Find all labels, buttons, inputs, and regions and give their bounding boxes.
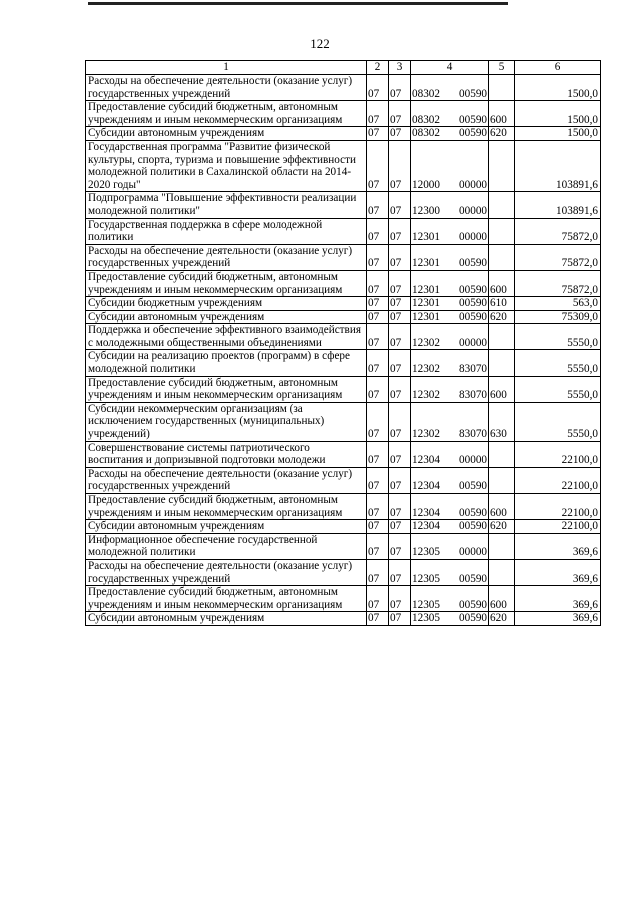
row-amount: 22100,0: [515, 441, 601, 467]
table-row: [86, 101, 601, 127]
row-amount: 75872,0: [515, 244, 601, 270]
row-description: Субсидии бюджетным учреждениям: [86, 297, 367, 311]
table-row: [86, 324, 601, 350]
target-article-direction: 00000: [459, 546, 487, 559]
row-description: Субсидии некоммерческим организациям (за исключением государственных (муниципальных) учреждений): [86, 402, 367, 441]
row-target-article-code: [411, 310, 489, 324]
target-article-direction: 83070: [459, 363, 487, 376]
row-expense-type-code: 600: [489, 270, 515, 296]
row-amount: 369,6: [515, 533, 601, 559]
row-target-article-code: [411, 376, 489, 402]
target-article-program: 08302: [412, 87, 440, 100]
row-expense-type-code: [489, 533, 515, 559]
row-target-article-code: [411, 494, 489, 520]
row-description: Предоставление субсидий бюджетным, автономным учреждениям и иным некоммерческим организациям: [86, 586, 367, 612]
row-expense-type-code: 630: [489, 402, 515, 441]
target-article-parts: [412, 546, 487, 559]
row-subsection-code: 07: [389, 140, 411, 191]
row-section-code: 07: [367, 192, 389, 218]
row-amount: 5550,0: [515, 324, 601, 350]
row-subsection-code: 07: [389, 586, 411, 612]
row-description: Субсидии автономным учреждениям: [86, 310, 367, 324]
row-amount: 369,6: [515, 612, 601, 626]
header-col-2: 2: [367, 61, 389, 75]
row-subsection-code: 07: [389, 244, 411, 270]
table-row: [86, 402, 601, 441]
row-amount: 103891,6: [515, 140, 601, 191]
target-article-parts: [412, 599, 487, 612]
target-article-direction: 83070: [459, 428, 487, 441]
target-article-direction: 00590: [459, 310, 487, 323]
target-article-parts: [412, 114, 487, 127]
table-row: [86, 218, 601, 244]
target-article-parts: [412, 231, 487, 244]
row-target-article-code: [411, 270, 489, 296]
header-row: [86, 61, 601, 75]
row-expense-type-code: 600: [489, 101, 515, 127]
target-article-parts: [412, 257, 487, 270]
row-amount: 75872,0: [515, 270, 601, 296]
table-row: [86, 350, 601, 376]
target-article-direction: 00590: [459, 257, 487, 270]
target-article-program: 12301: [412, 297, 440, 310]
row-amount: 103891,6: [515, 192, 601, 218]
target-article-direction: 00000: [459, 204, 487, 217]
target-article-parts: [412, 428, 487, 441]
row-section-code: 07: [367, 297, 389, 311]
table-header: [86, 61, 601, 75]
row-description: Совершенствование системы патриотического воспитания и допризывной подготовки молодежи: [86, 441, 367, 467]
row-amount: 22100,0: [515, 520, 601, 534]
target-article-program: 12304: [412, 520, 440, 533]
row-amount: 369,6: [515, 586, 601, 612]
target-article-direction: 00000: [459, 454, 487, 467]
row-section-code: 07: [367, 324, 389, 350]
target-article-direction: 00000: [459, 336, 487, 349]
row-expense-type-code: [489, 192, 515, 218]
budget-table: [85, 60, 601, 626]
target-article-parts: [412, 612, 487, 625]
header-col-3: 3: [389, 61, 411, 75]
row-subsection-code: 07: [389, 350, 411, 376]
target-article-program: 12305: [412, 612, 440, 625]
row-expense-type-code: [489, 467, 515, 493]
row-description: Расходы на обеспечение деятельности (оказание услуг) государственных учреждений: [86, 75, 367, 101]
row-section-code: 07: [367, 520, 389, 534]
row-section-code: 07: [367, 270, 389, 296]
target-article-parts: [412, 311, 487, 324]
row-subsection-code: 07: [389, 218, 411, 244]
target-article-program: 08302: [412, 127, 440, 140]
top-scan-rule: [88, 2, 508, 5]
row-target-article-code: [411, 402, 489, 441]
row-expense-type-code: [489, 324, 515, 350]
target-article-program: 12302: [412, 336, 440, 349]
target-article-parts: [412, 284, 487, 297]
table-row: [86, 467, 601, 493]
target-article-parts: [412, 337, 487, 350]
header-col-6: 6: [515, 61, 601, 75]
row-description: Расходы на обеспечение деятельности (оказание услуг) государственных учреждений: [86, 467, 367, 493]
target-article-direction: 00590: [459, 297, 487, 310]
row-description: Информационное обеспечение государственной молодежной политики: [86, 533, 367, 559]
row-target-article-code: [411, 350, 489, 376]
target-article-program: 12304: [412, 506, 440, 519]
target-article-parts: [412, 573, 487, 586]
row-amount: 22100,0: [515, 494, 601, 520]
row-section-code: 07: [367, 612, 389, 626]
target-article-program: 12302: [412, 363, 440, 376]
row-description: Предоставление субсидий бюджетным, автономным учреждениям и иным некоммерческим организациям: [86, 270, 367, 296]
row-description: Субсидии автономным учреждениям: [86, 127, 367, 141]
target-article-program: 12305: [412, 572, 440, 585]
row-section-code: 07: [367, 441, 389, 467]
row-target-article-code: [411, 586, 489, 612]
target-article-direction: 00000: [459, 231, 487, 244]
row-target-article-code: [411, 140, 489, 191]
target-article-parts: [412, 520, 487, 533]
row-expense-type-code: [489, 218, 515, 244]
target-article-program: 12304: [412, 480, 440, 493]
row-subsection-code: 07: [389, 192, 411, 218]
target-article-direction: 83070: [459, 389, 487, 402]
target-article-parts: [412, 363, 487, 376]
row-amount: 1500,0: [515, 101, 601, 127]
page-number: 122: [310, 36, 330, 51]
row-subsection-code: 07: [389, 101, 411, 127]
table-row: [86, 140, 601, 191]
row-description: Субсидии на реализацию проектов (программ) в сфере молодежной политики: [86, 350, 367, 376]
target-article-direction: 00590: [459, 87, 487, 100]
table-row: [86, 520, 601, 534]
target-article-parts: [412, 88, 487, 101]
row-section-code: 07: [367, 467, 389, 493]
row-amount: 369,6: [515, 559, 601, 585]
row-expense-type-code: [489, 559, 515, 585]
row-expense-type-code: 620: [489, 520, 515, 534]
row-section-code: 07: [367, 101, 389, 127]
row-expense-type-code: [489, 140, 515, 191]
target-article-parts: [412, 480, 487, 493]
row-target-article-code: [411, 520, 489, 534]
target-article-program: 12301: [412, 283, 440, 296]
row-target-article-code: [411, 612, 489, 626]
row-target-article-code: [411, 101, 489, 127]
target-article-program: 12305: [412, 598, 440, 611]
row-target-article-code: [411, 75, 489, 101]
row-expense-type-code: 620: [489, 127, 515, 141]
row-subsection-code: 07: [389, 467, 411, 493]
row-expense-type-code: 610: [489, 297, 515, 311]
row-description: Предоставление субсидий бюджетным, автономным учреждениям и иным некоммерческим организациям: [86, 101, 367, 127]
target-article-direction: 00590: [459, 283, 487, 296]
row-expense-type-code: 620: [489, 612, 515, 626]
target-article-program: 12301: [412, 231, 440, 244]
row-amount: 5550,0: [515, 376, 601, 402]
row-description: Подпрограмма "Повышение эффективности реализации молодежной политики": [86, 192, 367, 218]
row-subsection-code: 07: [389, 75, 411, 101]
row-subsection-code: 07: [389, 520, 411, 534]
row-amount: 75309,0: [515, 310, 601, 324]
row-amount: 22100,0: [515, 467, 601, 493]
row-subsection-code: 07: [389, 324, 411, 350]
row-amount: 1500,0: [515, 127, 601, 141]
row-expense-type-code: [489, 441, 515, 467]
table-row: [86, 559, 601, 585]
row-section-code: 07: [367, 533, 389, 559]
row-section-code: 07: [367, 75, 389, 101]
target-article-direction: 00590: [459, 598, 487, 611]
row-description: Поддержка и обеспечение эффективного взаимодействия с молодежными общественными объединениями: [86, 324, 367, 350]
row-subsection-code: 07: [389, 310, 411, 324]
table-row: [86, 75, 601, 101]
target-article-program: 12302: [412, 389, 440, 402]
row-section-code: 07: [367, 310, 389, 324]
row-section-code: 07: [367, 218, 389, 244]
target-article-program: 12301: [412, 257, 440, 270]
row-subsection-code: 07: [389, 559, 411, 585]
row-expense-type-code: 600: [489, 376, 515, 402]
target-article-program: 12302: [412, 428, 440, 441]
target-article-program: 08302: [412, 113, 440, 126]
row-expense-type-code: 600: [489, 586, 515, 612]
row-section-code: 07: [367, 244, 389, 270]
row-subsection-code: 07: [389, 402, 411, 441]
row-target-article-code: [411, 441, 489, 467]
row-subsection-code: 07: [389, 533, 411, 559]
target-article-direction: 00590: [459, 480, 487, 493]
table-row: [86, 494, 601, 520]
row-target-article-code: [411, 244, 489, 270]
target-article-direction: 00000: [459, 178, 487, 191]
target-article-direction: 00590: [459, 127, 487, 140]
row-expense-type-code: 620: [489, 310, 515, 324]
row-target-article-code: [411, 324, 489, 350]
row-description: Предоставление субсидий бюджетным, автономным учреждениям и иным некоммерческим организациям: [86, 494, 367, 520]
row-description: Государственная программа "Развитие физической культуры, спорта, туризма и повышение эффективности молодежной политики в Сахалинской области на 2014-2020 годы": [86, 140, 367, 191]
target-article-parts: [412, 507, 487, 520]
target-article-direction: 00590: [459, 113, 487, 126]
target-article-parts: [412, 179, 487, 192]
row-target-article-code: [411, 559, 489, 585]
target-article-parts: [412, 389, 487, 402]
table-row: [86, 310, 601, 324]
row-description: Расходы на обеспечение деятельности (оказание услуг) государственных учреждений: [86, 244, 367, 270]
target-article-program: 12000: [412, 178, 440, 191]
table-row: [86, 192, 601, 218]
table-row: [86, 612, 601, 626]
row-expense-type-code: [489, 75, 515, 101]
row-amount: 5550,0: [515, 350, 601, 376]
row-description: Предоставление субсидий бюджетным, автономным учреждениям и иным некоммерческим организациям: [86, 376, 367, 402]
row-subsection-code: 07: [389, 270, 411, 296]
row-amount: 75872,0: [515, 218, 601, 244]
header-col-5: 5: [489, 61, 515, 75]
row-subsection-code: 07: [389, 376, 411, 402]
row-description: Государственная поддержка в сфере молодежной политики: [86, 218, 367, 244]
target-article-direction: 00590: [459, 520, 487, 533]
row-subsection-code: 07: [389, 612, 411, 626]
target-article-direction: 00590: [459, 572, 487, 585]
table-row: [86, 441, 601, 467]
target-article-direction: 00590: [459, 506, 487, 519]
row-description: Субсидии автономным учреждениям: [86, 612, 367, 626]
header-col-4: 4: [411, 61, 489, 75]
row-description: Субсидии автономным учреждениям: [86, 520, 367, 534]
table-row: [86, 297, 601, 311]
table-row: [86, 586, 601, 612]
target-article-parts: [412, 205, 487, 218]
row-expense-type-code: 600: [489, 494, 515, 520]
row-section-code: 07: [367, 559, 389, 585]
table-row: [86, 376, 601, 402]
row-target-article-code: [411, 192, 489, 218]
target-article-parts: [412, 297, 487, 310]
row-amount: 5550,0: [515, 402, 601, 441]
row-target-article-code: [411, 297, 489, 311]
row-subsection-code: 07: [389, 494, 411, 520]
table-row: [86, 270, 601, 296]
row-section-code: 07: [367, 402, 389, 441]
row-description: Расходы на обеспечение деятельности (оказание услуг) государственных учреждений: [86, 559, 367, 585]
table-body: [86, 75, 601, 626]
row-section-code: 07: [367, 376, 389, 402]
row-subsection-code: 07: [389, 441, 411, 467]
target-article-program: 12301: [412, 310, 440, 323]
table-row: [86, 244, 601, 270]
table-row: [86, 533, 601, 559]
table-row: [86, 127, 601, 141]
row-section-code: 07: [367, 494, 389, 520]
row-target-article-code: [411, 467, 489, 493]
row-section-code: 07: [367, 140, 389, 191]
row-subsection-code: 07: [389, 127, 411, 141]
row-section-code: 07: [367, 350, 389, 376]
row-expense-type-code: [489, 244, 515, 270]
row-subsection-code: 07: [389, 297, 411, 311]
target-article-parts: [412, 127, 487, 140]
row-section-code: 07: [367, 586, 389, 612]
row-amount: 563,0: [515, 297, 601, 311]
target-article-direction: 00590: [459, 612, 487, 625]
target-article-program: 12304: [412, 454, 440, 467]
row-target-article-code: [411, 127, 489, 141]
row-amount: 1500,0: [515, 75, 601, 101]
target-article-program: 12300: [412, 204, 440, 217]
row-expense-type-code: [489, 350, 515, 376]
row-target-article-code: [411, 218, 489, 244]
target-article-parts: [412, 454, 487, 467]
row-target-article-code: [411, 533, 489, 559]
row-section-code: 07: [367, 127, 389, 141]
header-col-1: 1: [86, 61, 367, 75]
target-article-program: 12305: [412, 546, 440, 559]
